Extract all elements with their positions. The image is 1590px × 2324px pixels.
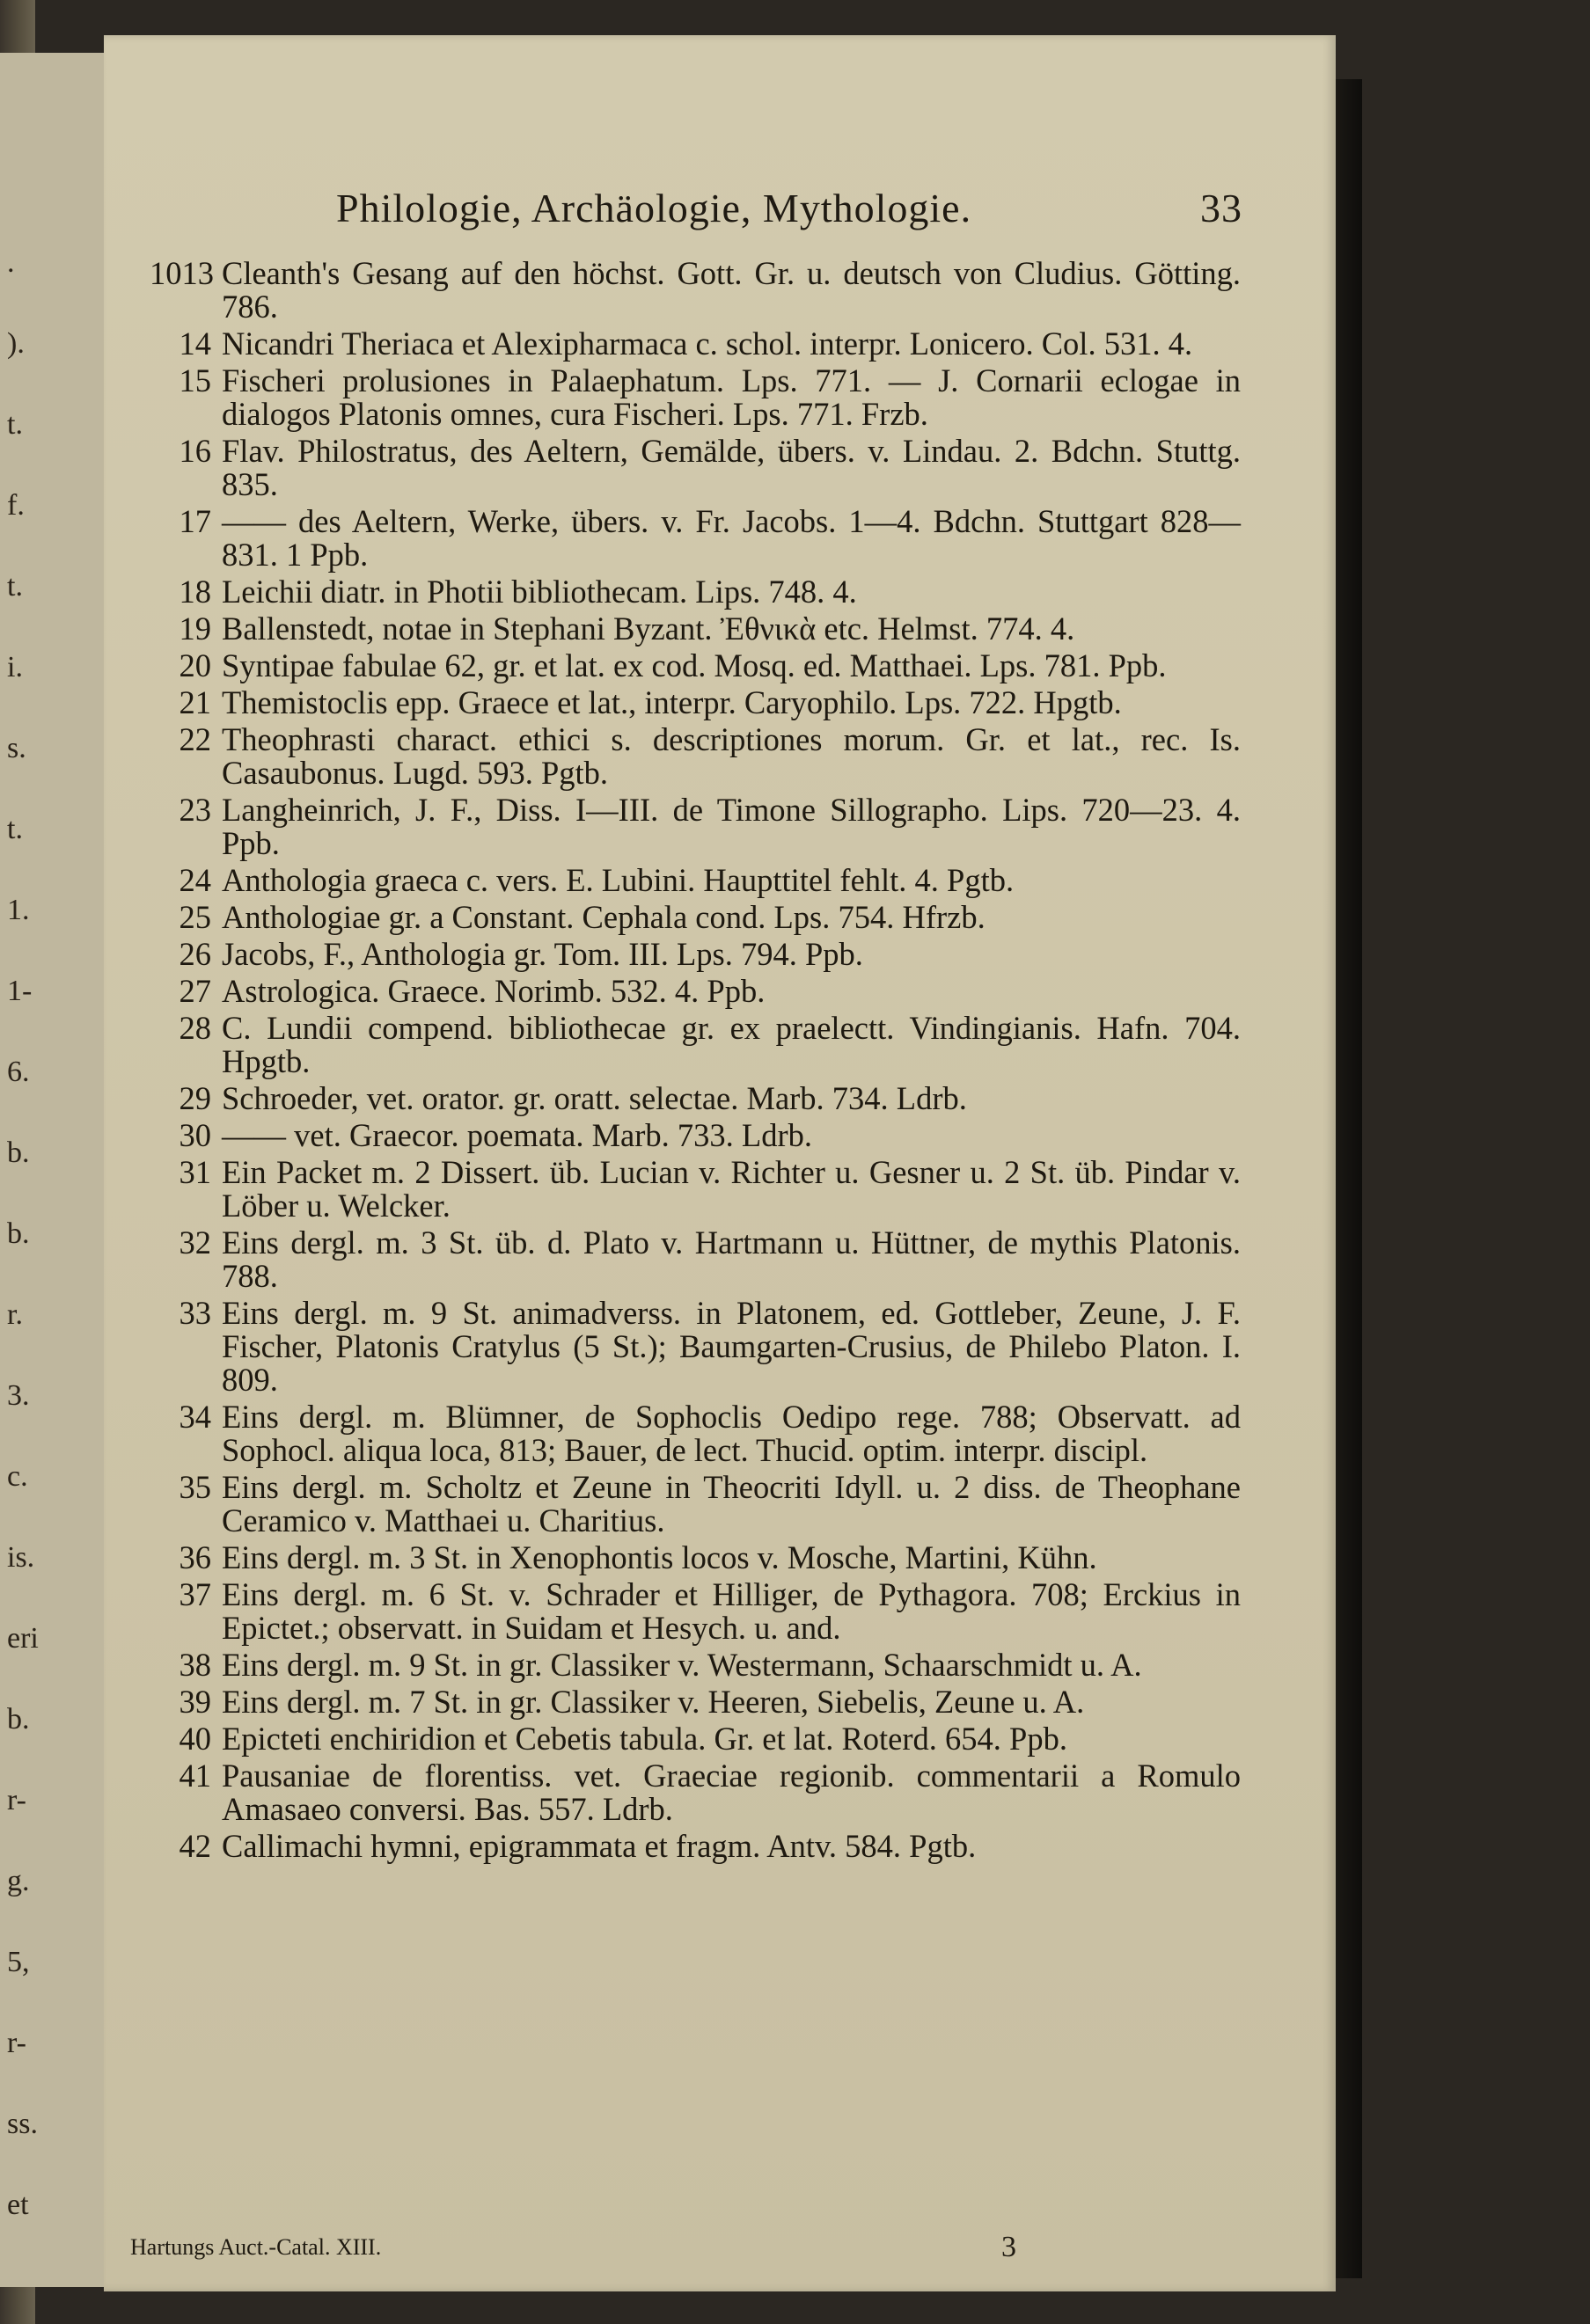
entry-text: Epicteti enchiridion et Cebetis tabula. Gr. et lat. Roterd. 654. Ppb.: [222, 1721, 1067, 1757]
entry-text: Ballenstedt, notae in Stephani Byzant. Ἐθνικὰ etc. Helmst. 774. 4.: [222, 610, 1075, 647]
entry-text: —— vet. Graecor. poemata. Marb. 733. Ldrb.: [222, 1117, 812, 1153]
facing-page-fragment: b.: [7, 1217, 30, 1250]
entry-number: 20: [179, 647, 211, 683]
facing-page-fragment: s.: [7, 732, 26, 764]
entry-text: Eins dergl. m. Blümner, de Sophoclis Oedipo rege. 788; Observatt. ad Sophocl. aliqua loca, 813; Bauer, de lect. Thucid. optim. interpr. discipl.: [222, 1399, 1241, 1468]
entry-number: 42: [179, 1828, 211, 1864]
facing-page-fragment: t.: [7, 570, 23, 603]
catalog-entry: [150, 1759, 1241, 1826]
facing-page-fragment: g.: [7, 1865, 30, 1897]
catalog-entry: [150, 1722, 1241, 1756]
catalog-entry: [150, 864, 1241, 897]
entry-text: Leichii diatr. in Photii bibliothecam. Lips. 748. 4.: [222, 574, 857, 610]
entry-text: Jacobs, F., Anthologia gr. Tom. III. Lps. 794. Ppb.: [222, 936, 863, 972]
entry-number: 31: [179, 1154, 211, 1190]
catalog-entry: [150, 612, 1241, 646]
page-shadow-edge: [1336, 79, 1362, 2278]
catalog-entry: [150, 1226, 1241, 1293]
entry-number: 32: [179, 1224, 211, 1261]
facing-page-fragment: 6.: [7, 1056, 30, 1088]
entry-number: 26: [179, 936, 211, 972]
entry-text: Pausaniae de florentiss. vet. Graeciae regionib. commentarii a Romulo Amasaeo conversi. Bas. 557. Ldrb.: [222, 1758, 1241, 1827]
catalog-entry: [150, 1830, 1241, 1863]
entry-number: 34: [179, 1399, 211, 1435]
facing-page-fragment: 1.: [7, 894, 30, 926]
entry-text: Nicandri Theriaca et Alexipharmaca c. schol. interpr. Lonicero. Col. 531. 4.: [222, 325, 1193, 362]
catalog-signature: Hartungs Auct.-Catal. XIII.: [130, 2234, 382, 2260]
entry-text: Eins dergl. m. 9 St. animadverss. in Platonem, ed. Gottleber, Zeune, J. F. Fischer, Platonis Cratylus (5 St.); Baumgarten-Crusius, de Philebo Platon. I. 809.: [222, 1295, 1241, 1398]
entry-text: Eins dergl. m. 3 St. üb. d. Plato v. Hartmann u. Hüttner, de mythis Platonis. 788.: [222, 1224, 1241, 1294]
entry-number: 37: [179, 1576, 211, 1612]
catalog-entry: [150, 901, 1241, 934]
entry-number: 40: [179, 1721, 211, 1757]
entry-number: 14: [179, 325, 211, 362]
entry-number: 17: [179, 503, 211, 539]
catalog-entry: [150, 1400, 1241, 1467]
facing-page-fragment: et: [7, 2189, 29, 2221]
entry-text: Eins dergl. m. 7 St. in gr. Classiker v. Heeren, Siebelis, Zeune u. A.: [222, 1684, 1085, 1720]
entry-number: 22: [179, 721, 211, 757]
entry-text: Eins dergl. m. 3 St. in Xenophontis locos v. Mosche, Martini, Kühn.: [222, 1539, 1097, 1575]
facing-page-fragment: c.: [7, 1460, 28, 1493]
catalog-entry: [150, 723, 1241, 790]
entry-text: C. Lundii compend. bibliothecae gr. ex praelectt. Vindingianis. Hafn. 704. Hpgtb.: [222, 1010, 1241, 1079]
catalog-entry: [150, 938, 1241, 971]
facing-page-fragment: t.: [7, 813, 23, 845]
entry-number: 25: [179, 899, 211, 935]
entry-text: Anthologiae gr. a Constant. Cephala cond. Lps. 754. Hfrzb.: [222, 899, 986, 935]
entry-number: 30: [179, 1117, 211, 1153]
facing-page-fragment: i.: [7, 651, 23, 683]
entry-number: 18: [179, 574, 211, 610]
facing-page-fragment: r-: [7, 1784, 26, 1816]
entry-text: Anthologia graeca c. vers. E. Lubini. Haupttitel fehlt. 4. Pgtb.: [222, 862, 1015, 898]
facing-page-fragment: f.: [7, 489, 25, 522]
facing-page-fragment: ss.: [7, 2108, 38, 2140]
facing-page-fragment: 5,: [7, 1946, 30, 1978]
entry-text: Eins dergl. m. 6 St. v. Schrader et Hilliger, de Pythagora. 708; Erckius in Epictet.; observatt. in Suidam et Hesych. u. and.: [222, 1576, 1241, 1646]
entry-number: 29: [179, 1080, 211, 1116]
entry-number: 39: [179, 1684, 211, 1720]
entry-number: 24: [179, 862, 211, 898]
facing-page-fragment: .: [7, 246, 15, 279]
entry-text: Callimachi hymni, epigrammata et fragm. Antv. 584. Pgtb.: [222, 1828, 977, 1864]
previous-page-edge: [0, 53, 106, 2287]
catalog-entry: [150, 1541, 1241, 1575]
entry-text: Flav. Philostratus, des Aeltern, Gemälde, übers. v. Lindau. 2. Bdchn. Stuttg. 835.: [222, 433, 1241, 502]
catalog-entries: [150, 257, 1241, 1867]
running-title: Philologie, Archäologie, Mythologie.: [336, 186, 972, 230]
entry-number: 41: [179, 1758, 211, 1794]
entry-number: 36: [179, 1539, 211, 1575]
facing-page-fragment: r.: [7, 1298, 23, 1331]
entry-text: Astrologica. Graece. Norimb. 532. 4. Ppb.: [222, 973, 766, 1009]
entry-number: 16: [179, 433, 211, 469]
entry-number: 23: [179, 792, 211, 828]
catalog-entry: [150, 1685, 1241, 1719]
entry-number: 1013: [150, 255, 214, 291]
catalog-entry: [150, 327, 1241, 361]
catalog-entry: [150, 1082, 1241, 1115]
entry-text: Langheinrich, J. F., Diss. I—III. de Timone Sillographo. Lips. 720—23. 4. Ppb.: [222, 792, 1241, 861]
facing-page-fragment: eri: [7, 1622, 39, 1655]
catalog-entry: [150, 1578, 1241, 1645]
catalog-entry: [150, 1297, 1241, 1397]
catalog-entry: [150, 686, 1241, 720]
entry-text: Themistoclis epp. Graece et lat., interpr. Caryophilo. Lps. 722. Hpgtb.: [222, 684, 1122, 720]
facing-page-fragment: 3.: [7, 1379, 30, 1412]
facing-page-fragment: is.: [7, 1541, 35, 1574]
entry-number: 33: [179, 1295, 211, 1331]
entry-text: Eins dergl. m. 9 St. in gr. Classiker v. Westermann, Schaarschmidt u. A.: [222, 1647, 1142, 1683]
facing-page-fragment: b.: [7, 1136, 30, 1169]
entry-text: Fischeri prolusiones in Palaephatum. Lps. 771. — J. Cornarii eclogae in dialogos Platonis omnes, cura Fischeri. Lps. 771. Frzb.: [222, 362, 1241, 432]
entry-text: Cleanth's Gesang auf den höchst. Gott. Gr. u. deutsch von Cludius. Götting. 786.: [222, 255, 1241, 325]
catalog-entry: [150, 505, 1241, 572]
entry-text: Schroeder, vet. orator. gr. oratt. selectae. Marb. 734. Ldrb.: [222, 1080, 967, 1116]
entry-number: 27: [179, 973, 211, 1009]
entry-number: 15: [179, 362, 211, 398]
catalog-entry: [150, 257, 1241, 324]
catalog-entry: [150, 364, 1241, 431]
catalog-entry: [150, 793, 1241, 860]
entry-number: 38: [179, 1647, 211, 1683]
catalog-entry: [150, 1648, 1241, 1682]
entry-number: 28: [179, 1010, 211, 1046]
facing-page-fragment: r-: [7, 2027, 26, 2059]
facing-page-fragment: ).: [7, 327, 25, 360]
catalog-entry: [150, 649, 1241, 683]
sheet-number: 3: [1001, 2231, 1016, 2263]
entry-number: 21: [179, 684, 211, 720]
catalog-entry: [150, 575, 1241, 609]
page-number: 33: [1200, 186, 1242, 230]
facing-page-fragment: 1-: [7, 975, 33, 1007]
entry-text: Eins dergl. m. Scholtz et Zeune in Theocriti Idyll. u. 2 diss. de Theophane Ceramico v. Matthaei u. Charitius.: [222, 1469, 1241, 1538]
facing-page-fragment: b.: [7, 1703, 30, 1736]
entry-text: Theophrasti charact. ethici s. descriptiones morum. Gr. et lat., rec. Is. Casaubonus. Lugd. 593. Pgtb.: [222, 721, 1241, 791]
catalog-entry: [150, 1156, 1241, 1223]
catalog-entry: [150, 1119, 1241, 1152]
entry-number: 35: [179, 1469, 211, 1505]
facing-page-fragment: t.: [7, 408, 23, 441]
catalog-entry: [150, 1471, 1241, 1538]
catalog-entry: [150, 1012, 1241, 1078]
entry-text: —— des Aeltern, Werke, übers. v. Fr. Jacobs. 1—4. Bdchn. Stuttgart 828—831. 1 Ppb.: [222, 503, 1241, 573]
entry-number: 19: [179, 610, 211, 647]
catalog-entry: [150, 975, 1241, 1008]
entry-text: Syntipae fabulae 62, gr. et lat. ex cod. Mosq. ed. Matthaei. Lps. 781. Ppb.: [222, 647, 1167, 683]
entry-text: Ein Packet m. 2 Dissert. üb. Lucian v. Richter u. Gesner u. 2 St. üb. Pindar v. Löber u. Welcker.: [222, 1154, 1241, 1224]
catalog-entry: [150, 435, 1241, 501]
